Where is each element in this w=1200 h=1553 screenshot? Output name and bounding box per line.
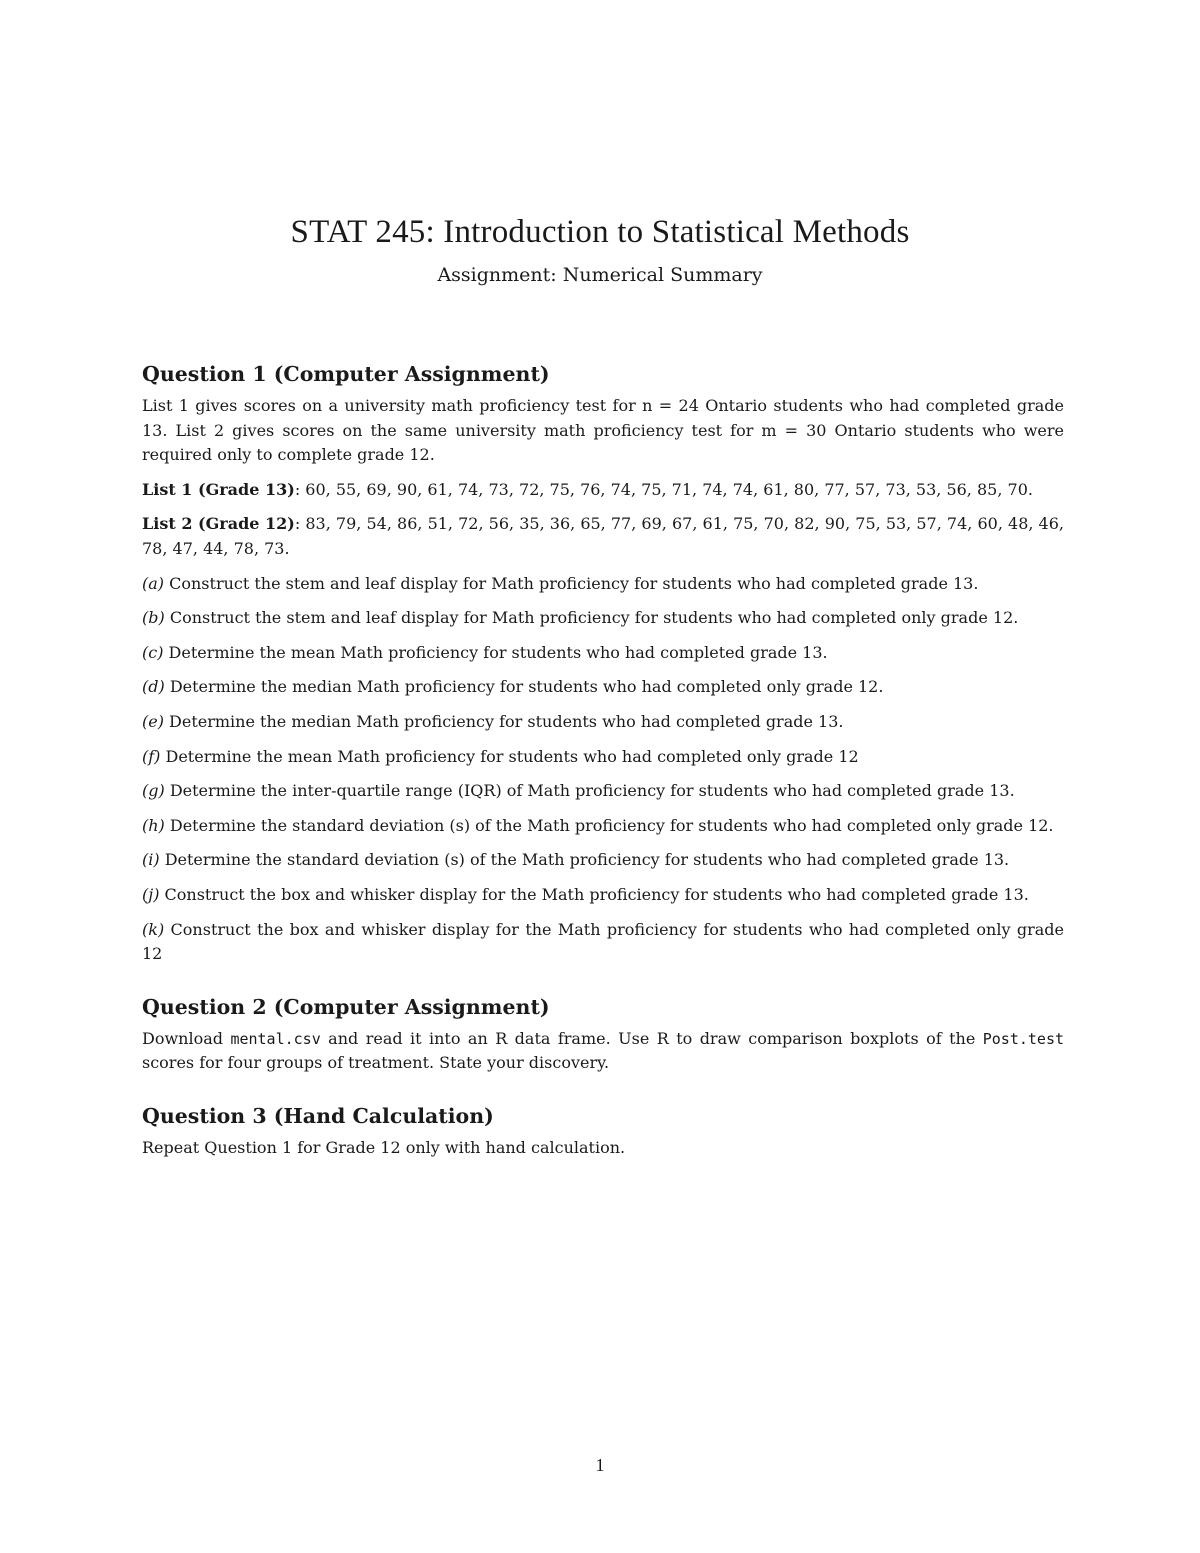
question-2-text (142, 1027, 1064, 1076)
q2-text-part: and read it into an R data frame. Use R to draw comparison boxplots of the (320, 1028, 983, 1048)
item-text: Construct the stem and leaf display for Math proficiency for students who had completed grade 13. (164, 573, 979, 593)
item-text: Construct the stem and leaf display for Math proficiency for students who had completed only grade 12. (164, 608, 1019, 628)
question-1-item-a (142, 572, 1064, 597)
question-2-heading: Question 2 (Computer Assignment) (142, 994, 550, 1019)
item-label: (h) (142, 815, 165, 835)
list-1-paragraph (142, 478, 1064, 503)
item-text: Determine the inter-quartile range (IQR) of Math proficiency for students who had completed grade 13. (164, 781, 1015, 801)
item-text: Determine the standard deviation (s) of the Math proficiency for students who had completed grade 13. (159, 850, 1010, 870)
question-3-text: Repeat Question 1 for Grade 12 only with hand calculation. (142, 1137, 626, 1157)
item-text: Determine the median Math proficiency for students who had completed grade 13. (163, 711, 844, 731)
question-1-item-d (142, 675, 1064, 700)
question-1-item-b (142, 606, 1064, 631)
question-1-item-k (142, 918, 1064, 967)
item-label: (i) (142, 850, 160, 870)
item-text: Construct the box and whisker display for the Math proficiency for students who had completed only grade 12 (142, 919, 1064, 964)
question-1-heading: Question 1 (Computer Assignment) (142, 362, 550, 386)
item-label: (b) (142, 608, 165, 628)
question-1-item-j (142, 883, 1064, 908)
item-text: Construct the box and whisker display for the Math proficiency for students who had completed grade 13. (159, 884, 1029, 904)
question-1-item-i (142, 848, 1064, 873)
item-label: (g) (142, 781, 165, 801)
item-text: Determine the median Math proficiency for students who had completed only grade 12. (164, 677, 884, 697)
item-label: (f) (142, 746, 161, 766)
list-2-values: : 83, 79, 54, 86, 51, 72, 56, 35, 36, 65, 77, 69, 67, 61, 75, 70, 82, 90, 75, 53, 57, 74, 60, 48, 46, 78, 47, 44, 78, 73. (142, 514, 1065, 558)
list-1-values: : 60, 55, 69, 90, 61, 74, 73, 72, 75, 76, 74, 75, 71, 74, 74, 61, 80, 77, 57, 73, 53, 56, 85, 70. (294, 479, 1033, 499)
list-1-label: List 1 (Grade 13) (142, 479, 295, 499)
document-title: STAT 245: Introduction to Statistical Methods (290, 214, 910, 250)
question-1-item-h (142, 814, 1064, 839)
q2-text-part: scores for four groups of treatment. State your discovery. (142, 1053, 610, 1073)
question-1-item-c (142, 641, 1064, 666)
variable-name: Post.test (982, 1029, 1065, 1048)
list-2-paragraph (142, 512, 1064, 561)
item-label: (c) (142, 642, 164, 662)
item-text: Determine the mean Math proficiency for students who had completed grade 13. (163, 642, 828, 662)
question-1-intro: List 1 gives scores on a university math proficiency test for n = 24 Ontario students who had completed grade 13. List 2 gives scores on the same university math proficiency test for m = 30 Ontario students who were required only to complete grade 12. (142, 396, 1064, 465)
section-spacer (142, 1086, 1064, 1102)
item-text: Determine the mean Math proficiency for students who had completed only grade 12 (160, 746, 859, 766)
item-label: (j) (142, 884, 160, 904)
question-1-item-g (142, 779, 1064, 804)
section-spacer (142, 977, 1064, 993)
item-label: (a) (142, 573, 165, 593)
question-3-heading: Question 3 (Hand Calculation) (142, 1103, 494, 1128)
question-1-item-f (142, 745, 1064, 770)
document-subtitle: Assignment: Numerical Summary (437, 264, 763, 286)
item-label: (e) (142, 711, 164, 731)
question-1-item-e (142, 710, 1064, 735)
page-number: 1 (595, 1455, 605, 1475)
item-label: (d) (142, 677, 165, 697)
q2-text-part: Download (142, 1028, 231, 1048)
list-2-label: List 2 (Grade 12) (142, 514, 295, 534)
document-body (142, 360, 1064, 1170)
file-name: mental.csv (230, 1029, 321, 1048)
item-text: Determine the standard deviation (s) of the Math proficiency for students who had completed only grade 12. (164, 815, 1054, 835)
item-label: (k) (142, 919, 165, 939)
